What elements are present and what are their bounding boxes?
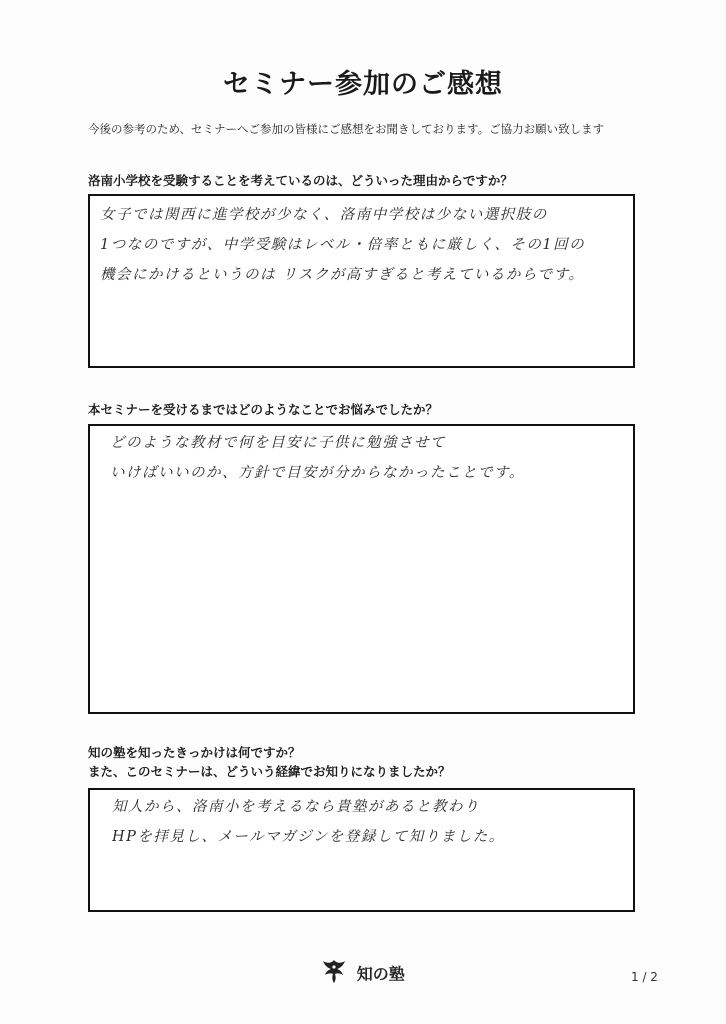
question-2-label <box>88 400 438 419</box>
question-3-label <box>88 743 451 781</box>
question-2-text: 本セミナーを受けるまではどのようなことでお悩みでしたか？ <box>88 402 439 417</box>
bird-logo-icon <box>321 957 347 989</box>
answer-1-handwriting <box>100 200 623 290</box>
answer-3-handwriting <box>112 792 623 852</box>
answer-1-line-3: 機会にかけるというのは リスクが高すぎると考えているからです。 <box>100 267 585 283</box>
question-3-line-1: 知の塾を知ったきっかけは何ですか？ <box>88 745 301 760</box>
page-title: セミナー参加のご感想 <box>223 69 503 100</box>
answer-1-line-2: 1つなのですが、中学受験はレベル・倍率ともに厳しく、その1回の <box>100 237 586 253</box>
question-1-text: 洛南小学校を受験することを考えているのは、どういった理由からですか？ <box>88 173 513 188</box>
intro-text: 今後の参考のため、セミナーへご参加の皆様にご感想をお聞きしております。ご協力お願い致します <box>88 122 605 136</box>
logo-text: 知の塾 <box>356 964 405 984</box>
answer-box-1[interactable] <box>88 194 635 368</box>
answer-2-line-2: いけばいいのか、方針で目安が分からなかったことです。 <box>110 465 525 481</box>
answer-3-line-2: HPを拝見し、メールマガジンを登録して知りました。 <box>112 829 505 845</box>
question-3-line-2: また、このセミナーは、どういう経緯でお知りになりましたか？ <box>88 764 451 779</box>
footer-logo <box>0 957 726 989</box>
answer-1-line-1: 女子では関西に進学校が少なく、洛南中学校は少ない選択肢の <box>100 207 548 223</box>
answer-2-handwriting <box>110 428 623 488</box>
answer-3-line-1: 知人から、洛南小を考えるなら貴塾があると教わり <box>112 799 480 815</box>
answer-box-3[interactable] <box>88 788 635 912</box>
page-number: 1 / 2 <box>631 970 658 984</box>
question-1-label <box>88 171 513 190</box>
answer-2-line-1: どのような教材で何を目安に子供に勉強させて <box>110 435 446 451</box>
answer-box-2[interactable] <box>88 424 635 714</box>
